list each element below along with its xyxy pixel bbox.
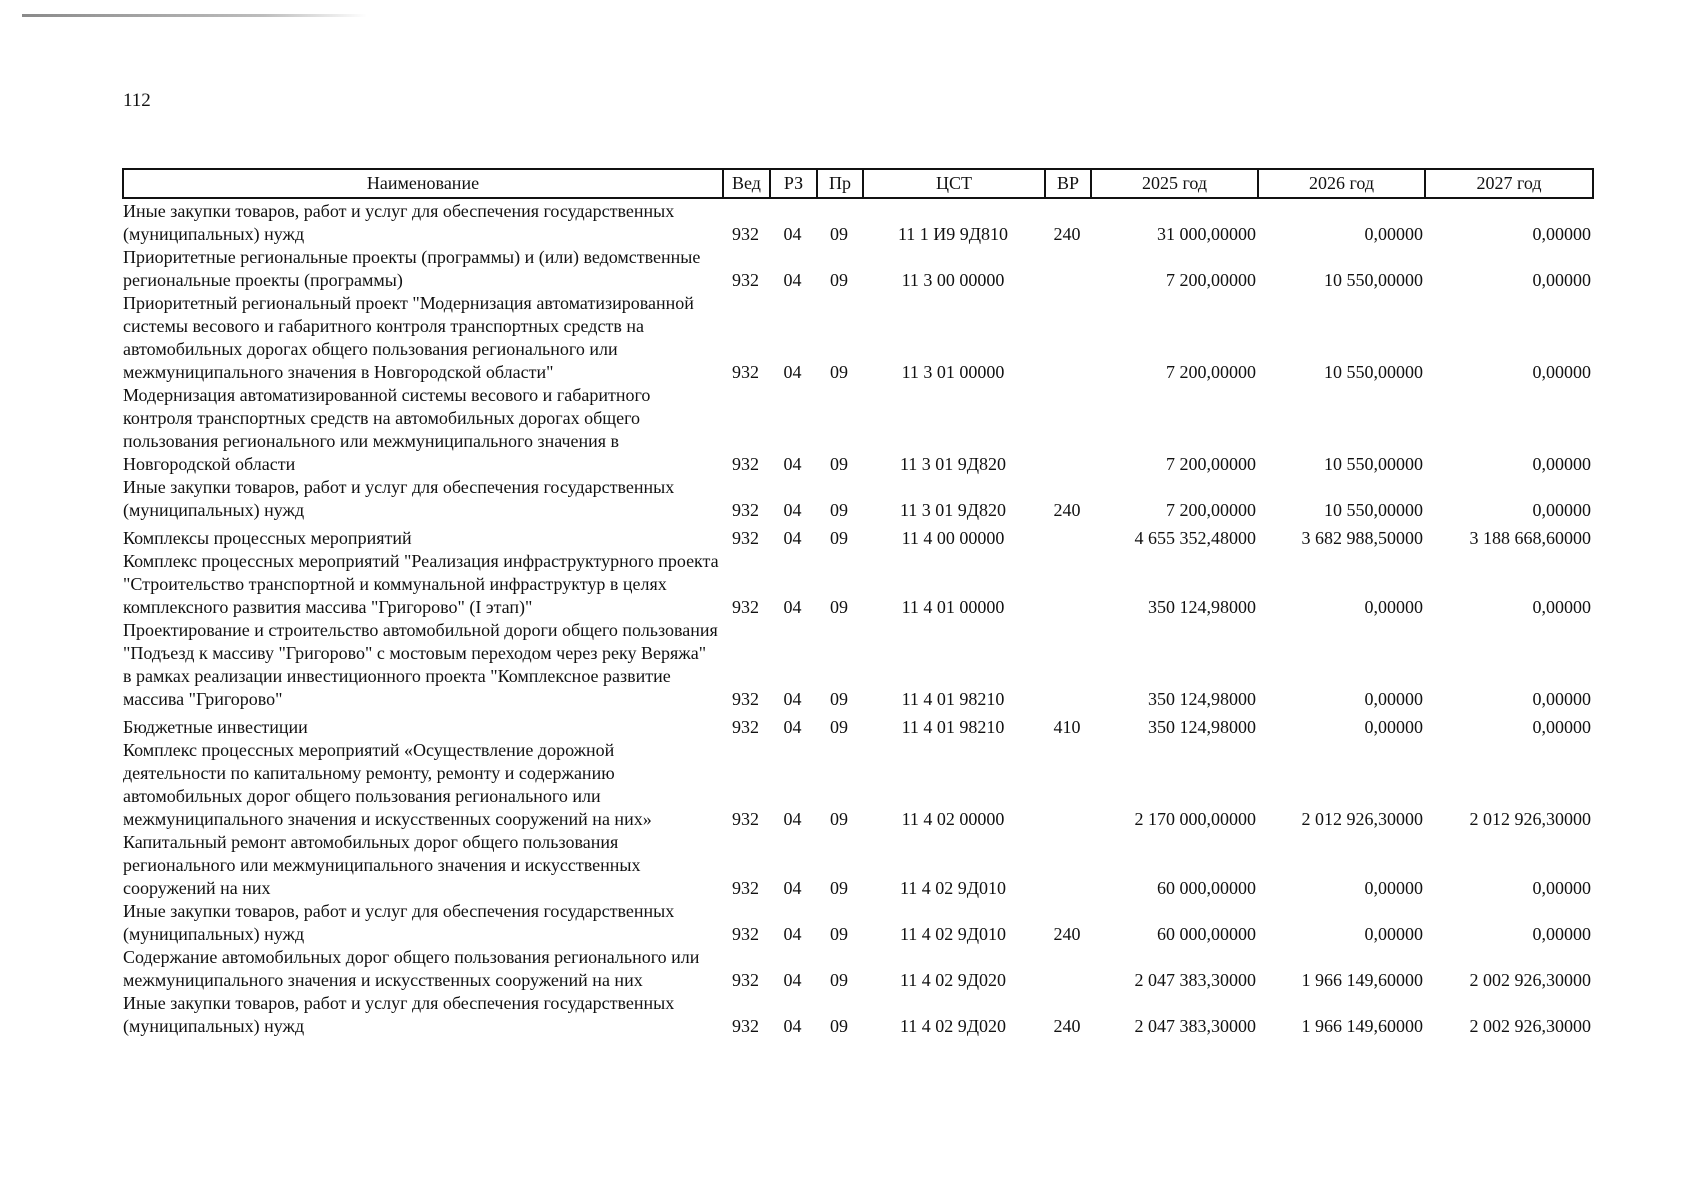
row-pr: 09 (830, 970, 848, 990)
row-amount-2026: 0,00000 (1364, 878, 1423, 898)
table-row (123, 246, 1593, 292)
row-pr: 09 (830, 528, 848, 548)
header-2026: 2026 год (1258, 169, 1425, 198)
row-rz: 04 (783, 924, 802, 944)
row-amount-2027: 2 012 926,30000 (1469, 809, 1591, 829)
row-ved: 932 (732, 689, 759, 709)
row-ved: 932 (732, 970, 759, 990)
row-rz: 04 (783, 1016, 802, 1036)
row-amount-2027: 0,00000 (1532, 224, 1591, 244)
header-cst: ЦСТ (863, 169, 1045, 198)
row-amount-2025: 7 200,00000 (1166, 454, 1256, 474)
header-ved: Вед (723, 169, 770, 198)
row-cst: 11 4 02 9Д020 (899, 1016, 1007, 1036)
row-ved: 932 (732, 528, 759, 548)
row-amount-2026: 10 550,00000 (1324, 362, 1423, 382)
row-name: Комплекс процессных мероприятий "Реализация инфраструктурного проекта "Строительство транспортной и коммунальной инфраструктур в целях комплексного развития массива "Григорово" (I этап)" (123, 551, 719, 617)
row-cst: 11 4 01 00000 (901, 597, 1005, 617)
row-vr: 240 (1053, 924, 1081, 944)
row-pr: 09 (830, 500, 848, 520)
table-row (123, 522, 1593, 550)
row-amount-2027: 0,00000 (1532, 270, 1591, 290)
table-row (123, 992, 1593, 1038)
table-header-row (123, 169, 1593, 198)
row-amount-2025: 7 200,00000 (1166, 500, 1256, 520)
row-amount-2025: 31 000,00000 (1157, 224, 1256, 244)
row-vr (1045, 946, 1091, 992)
row-cst: 11 3 00 00000 (901, 270, 1005, 290)
header-rz: РЗ (770, 169, 817, 198)
row-ved: 932 (732, 717, 759, 737)
row-amount-2026: 3 682 988,50000 (1301, 528, 1423, 548)
header-2027: 2027 год (1425, 169, 1593, 198)
row-amount-2027: 0,00000 (1532, 878, 1591, 898)
row-cst: 11 1 И9 9Д810 (897, 224, 1009, 244)
row-pr: 09 (830, 1016, 848, 1036)
row-amount-2027: 0,00000 (1532, 717, 1591, 737)
row-rz: 04 (783, 597, 802, 617)
row-cst: 11 4 02 9Д010 (899, 878, 1007, 898)
row-rz: 04 (783, 270, 802, 290)
row-rz: 04 (783, 362, 802, 382)
header-pr: Пр (817, 169, 863, 198)
row-amount-2027: 0,00000 (1532, 362, 1591, 382)
row-rz: 04 (783, 224, 802, 244)
row-amount-2026: 0,00000 (1364, 924, 1423, 944)
row-cst: 11 4 02 9Д020 (899, 970, 1007, 990)
row-pr: 09 (830, 597, 848, 617)
row-amount-2026: 2 012 926,30000 (1301, 809, 1423, 829)
row-amount-2027: 0,00000 (1532, 500, 1591, 520)
row-ved: 932 (732, 454, 759, 474)
row-name: Комплексы процессных мероприятий (123, 528, 412, 548)
table-row (123, 900, 1593, 946)
row-cst: 11 4 02 00000 (901, 809, 1005, 829)
row-name: Иные закупки товаров, работ и услуг для обеспечения государственных (муниципальных) нужд (123, 477, 675, 520)
row-vr (1045, 384, 1091, 476)
row-ved: 932 (732, 597, 759, 617)
row-vr (1045, 739, 1091, 831)
row-vr (1045, 550, 1091, 619)
row-name: Комплекс процессных мероприятий «Осуществление дорожной деятельности по капитальному ремонту, ремонту и содержанию автомобильных дорог общего пользования регионального или межмуниципального значения и искусственных сооружений на них» (123, 740, 652, 829)
row-cst: 11 3 01 9Д820 (899, 500, 1007, 520)
header-name: Наименование (123, 169, 723, 198)
row-amount-2025: 7 200,00000 (1166, 362, 1256, 382)
header-vr: ВР (1045, 169, 1091, 198)
row-amount-2027: 2 002 926,30000 (1469, 1016, 1591, 1036)
row-pr: 09 (830, 878, 848, 898)
row-pr: 09 (830, 717, 848, 737)
row-name: Содержание автомобильных дорог общего пользования регионального или межмуниципального значения и искусственных сооружений на них (123, 947, 700, 990)
row-vr (1045, 831, 1091, 900)
row-cst: 11 4 00 00000 (901, 528, 1005, 548)
row-amount-2026: 10 550,00000 (1324, 270, 1423, 290)
page-number: 112 (123, 90, 151, 111)
row-amount-2025: 60 000,00000 (1157, 878, 1256, 898)
row-rz: 04 (783, 809, 802, 829)
table-row (123, 946, 1593, 992)
row-vr: 410 (1053, 717, 1081, 737)
row-vr: 240 (1053, 500, 1081, 520)
scan-artifact-line (22, 14, 367, 17)
row-pr: 09 (830, 809, 848, 829)
row-name: Иные закупки товаров, работ и услуг для обеспечения государственных (муниципальных) нужд (123, 901, 675, 944)
row-vr: 240 (1053, 1016, 1081, 1036)
row-amount-2027: 0,00000 (1532, 689, 1591, 709)
row-name: Иные закупки товаров, работ и услуг для обеспечения государственных (муниципальных) нужд (123, 993, 675, 1036)
row-amount-2025: 350 124,98000 (1148, 717, 1256, 737)
row-amount-2027: 0,00000 (1532, 924, 1591, 944)
table-body (123, 198, 1593, 1038)
table-row (123, 198, 1593, 246)
row-pr: 09 (830, 454, 848, 474)
row-cst: 11 3 01 00000 (901, 362, 1005, 382)
row-amount-2025: 4 655 352,48000 (1134, 528, 1256, 548)
row-rz: 04 (783, 878, 802, 898)
row-name: Модернизация автоматизированной системы весового и габаритного контроля транспортных средств на автомобильных дорогах общего пользования регионального или межмуниципального значения в Новгородской области (123, 385, 651, 474)
row-amount-2026: 0,00000 (1364, 689, 1423, 709)
row-cst: 11 3 01 9Д820 (899, 454, 1007, 474)
row-vr (1045, 246, 1091, 292)
row-amount-2025: 7 200,00000 (1166, 270, 1256, 290)
row-ved: 932 (732, 1016, 759, 1036)
row-amount-2026: 1 966 149,60000 (1301, 970, 1423, 990)
table-row (123, 739, 1593, 831)
table-row (123, 831, 1593, 900)
row-ved: 932 (732, 924, 759, 944)
row-rz: 04 (783, 454, 802, 474)
row-vr: 240 (1053, 224, 1081, 244)
row-ved: 932 (732, 224, 759, 244)
row-name: Иные закупки товаров, работ и услуг для обеспечения государственных (муниципальных) нужд (123, 201, 675, 244)
row-amount-2025: 2 047 383,30000 (1134, 970, 1256, 990)
row-ved: 932 (732, 362, 759, 382)
row-name: Приоритетный региональный проект "Модернизация автоматизированной системы весового и габаритного контроля транспортных средств на автомобильных дорогах общего пользования регионального или межмуниципального значения в Новгородской области" (123, 293, 694, 382)
row-cst: 11 4 01 98210 (901, 689, 1005, 709)
row-ved: 932 (732, 270, 759, 290)
row-pr: 09 (830, 270, 848, 290)
row-vr (1045, 292, 1091, 384)
row-amount-2026: 10 550,00000 (1324, 500, 1423, 520)
table-row (123, 619, 1593, 711)
row-name: Приоритетные региональные проекты (программы) и (или) ведомственные региональные проекты (программы) (123, 247, 701, 290)
row-name: Проектирование и строительство автомобильной дороги общего пользования "Подъезд к массиву "Григорово" с мостовым переходом через реку Веряжа" в рамках реализации инвестиционного проекта "Комплексное развитие массива "Григорово" (123, 620, 718, 709)
row-pr: 09 (830, 362, 848, 382)
row-amount-2027: 0,00000 (1532, 597, 1591, 617)
row-rz: 04 (783, 500, 802, 520)
row-amount-2025: 2 047 383,30000 (1134, 1016, 1256, 1036)
row-pr: 09 (830, 689, 848, 709)
row-rz: 04 (783, 528, 802, 548)
budget-table (122, 168, 1594, 1038)
row-ved: 932 (732, 500, 759, 520)
row-name: Капитальный ремонт автомобильных дорог общего пользования регионального или межмуниципального значения и искусственных сооружений на них (123, 832, 641, 898)
row-amount-2027: 3 188 668,60000 (1469, 528, 1591, 548)
row-amount-2025: 2 170 000,00000 (1134, 809, 1256, 829)
row-name: Бюджетные инвестиции (123, 717, 308, 737)
row-ved: 932 (732, 878, 759, 898)
row-amount-2026: 0,00000 (1364, 597, 1423, 617)
table-row (123, 476, 1593, 522)
row-pr: 09 (830, 224, 848, 244)
row-amount-2027: 0,00000 (1532, 454, 1591, 474)
row-rz: 04 (783, 717, 802, 737)
table-row (123, 550, 1593, 619)
row-amount-2025: 350 124,98000 (1148, 597, 1256, 617)
row-amount-2025: 60 000,00000 (1157, 924, 1256, 944)
row-amount-2026: 10 550,00000 (1324, 454, 1423, 474)
row-ved: 932 (732, 809, 759, 829)
table-row (123, 711, 1593, 739)
row-cst: 11 4 02 9Д010 (899, 924, 1007, 944)
row-pr: 09 (830, 924, 848, 944)
row-vr (1045, 522, 1091, 550)
row-amount-2026: 1 966 149,60000 (1301, 1016, 1423, 1036)
row-rz: 04 (783, 689, 802, 709)
table-row (123, 292, 1593, 384)
row-rz: 04 (783, 970, 802, 990)
row-amount-2026: 0,00000 (1364, 717, 1423, 737)
row-vr (1045, 619, 1091, 711)
row-amount-2027: 2 002 926,30000 (1469, 970, 1591, 990)
table-row (123, 384, 1593, 476)
row-cst: 11 4 01 98210 (901, 717, 1005, 737)
row-amount-2026: 0,00000 (1364, 224, 1423, 244)
header-2025: 2025 год (1091, 169, 1258, 198)
row-amount-2025: 350 124,98000 (1148, 689, 1256, 709)
